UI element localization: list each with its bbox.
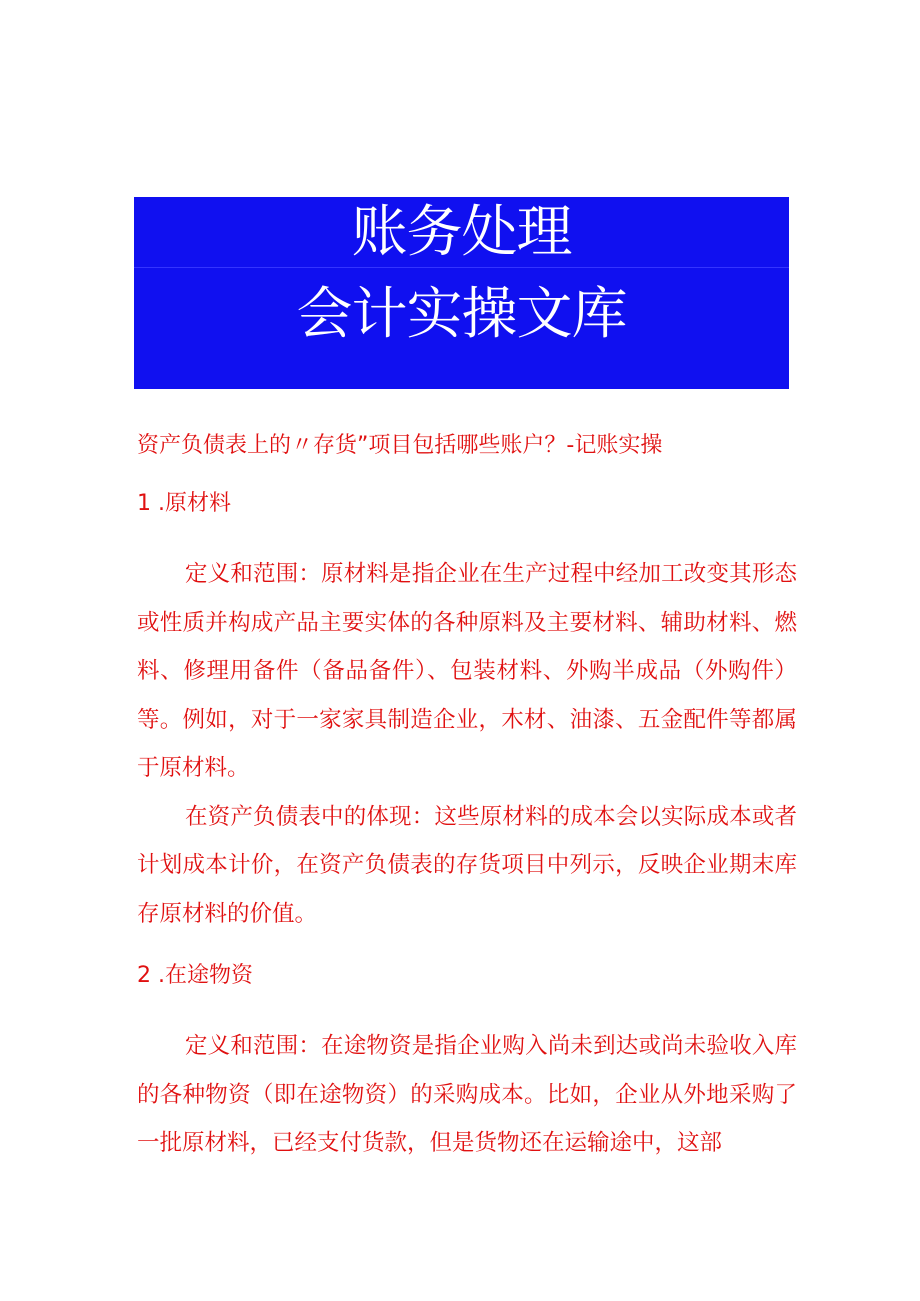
banner-title-line1: 账务处理 — [351, 200, 572, 265]
paragraph-raw-materials-balance-sheet: 在资产负债表中的体现：这些原材料的成本会以实际成本或者计划成本计价，在资产负债表的存货项目中列示，反映企业期末库存原材料的价值。 — [137, 803, 797, 927]
document-body — [137, 428, 797, 1168]
section-heading-goods-in-transit: 2 .在途物资 — [137, 963, 253, 988]
section-heading-raw-materials: 1 .原材料 — [137, 491, 231, 516]
paragraph-raw-materials-definition: 定义和范围：原材料是指企业在生产过程中经加工改变其形态或性质并构成产品主要实体的各种原料及主要材料、辅助材料、燃料、修理用备件（备品备件）、包装材料、外购半成品（外购件）等。例如，对于一家家具制造企业，木材、油漆、五金配件等都属于原材料。 — [137, 561, 797, 781]
paragraph-goods-in-transit-definition: 定义和范围：在途物资是指企业购入尚未到达或尚未验收入库的各种物资（即在途物资）的采购成本。比如，企业从外地采购了一批原材料，已经支付货款，但是货物还在运输途中，这部 — [137, 1033, 797, 1156]
banner-divider — [134, 267, 789, 268]
document-title: 资产负债表上的〃存货”项目包括哪些账户？-记账实操 — [137, 433, 663, 458]
banner-title-line2: 会计实操文库 — [296, 282, 627, 347]
banner — [134, 197, 789, 389]
